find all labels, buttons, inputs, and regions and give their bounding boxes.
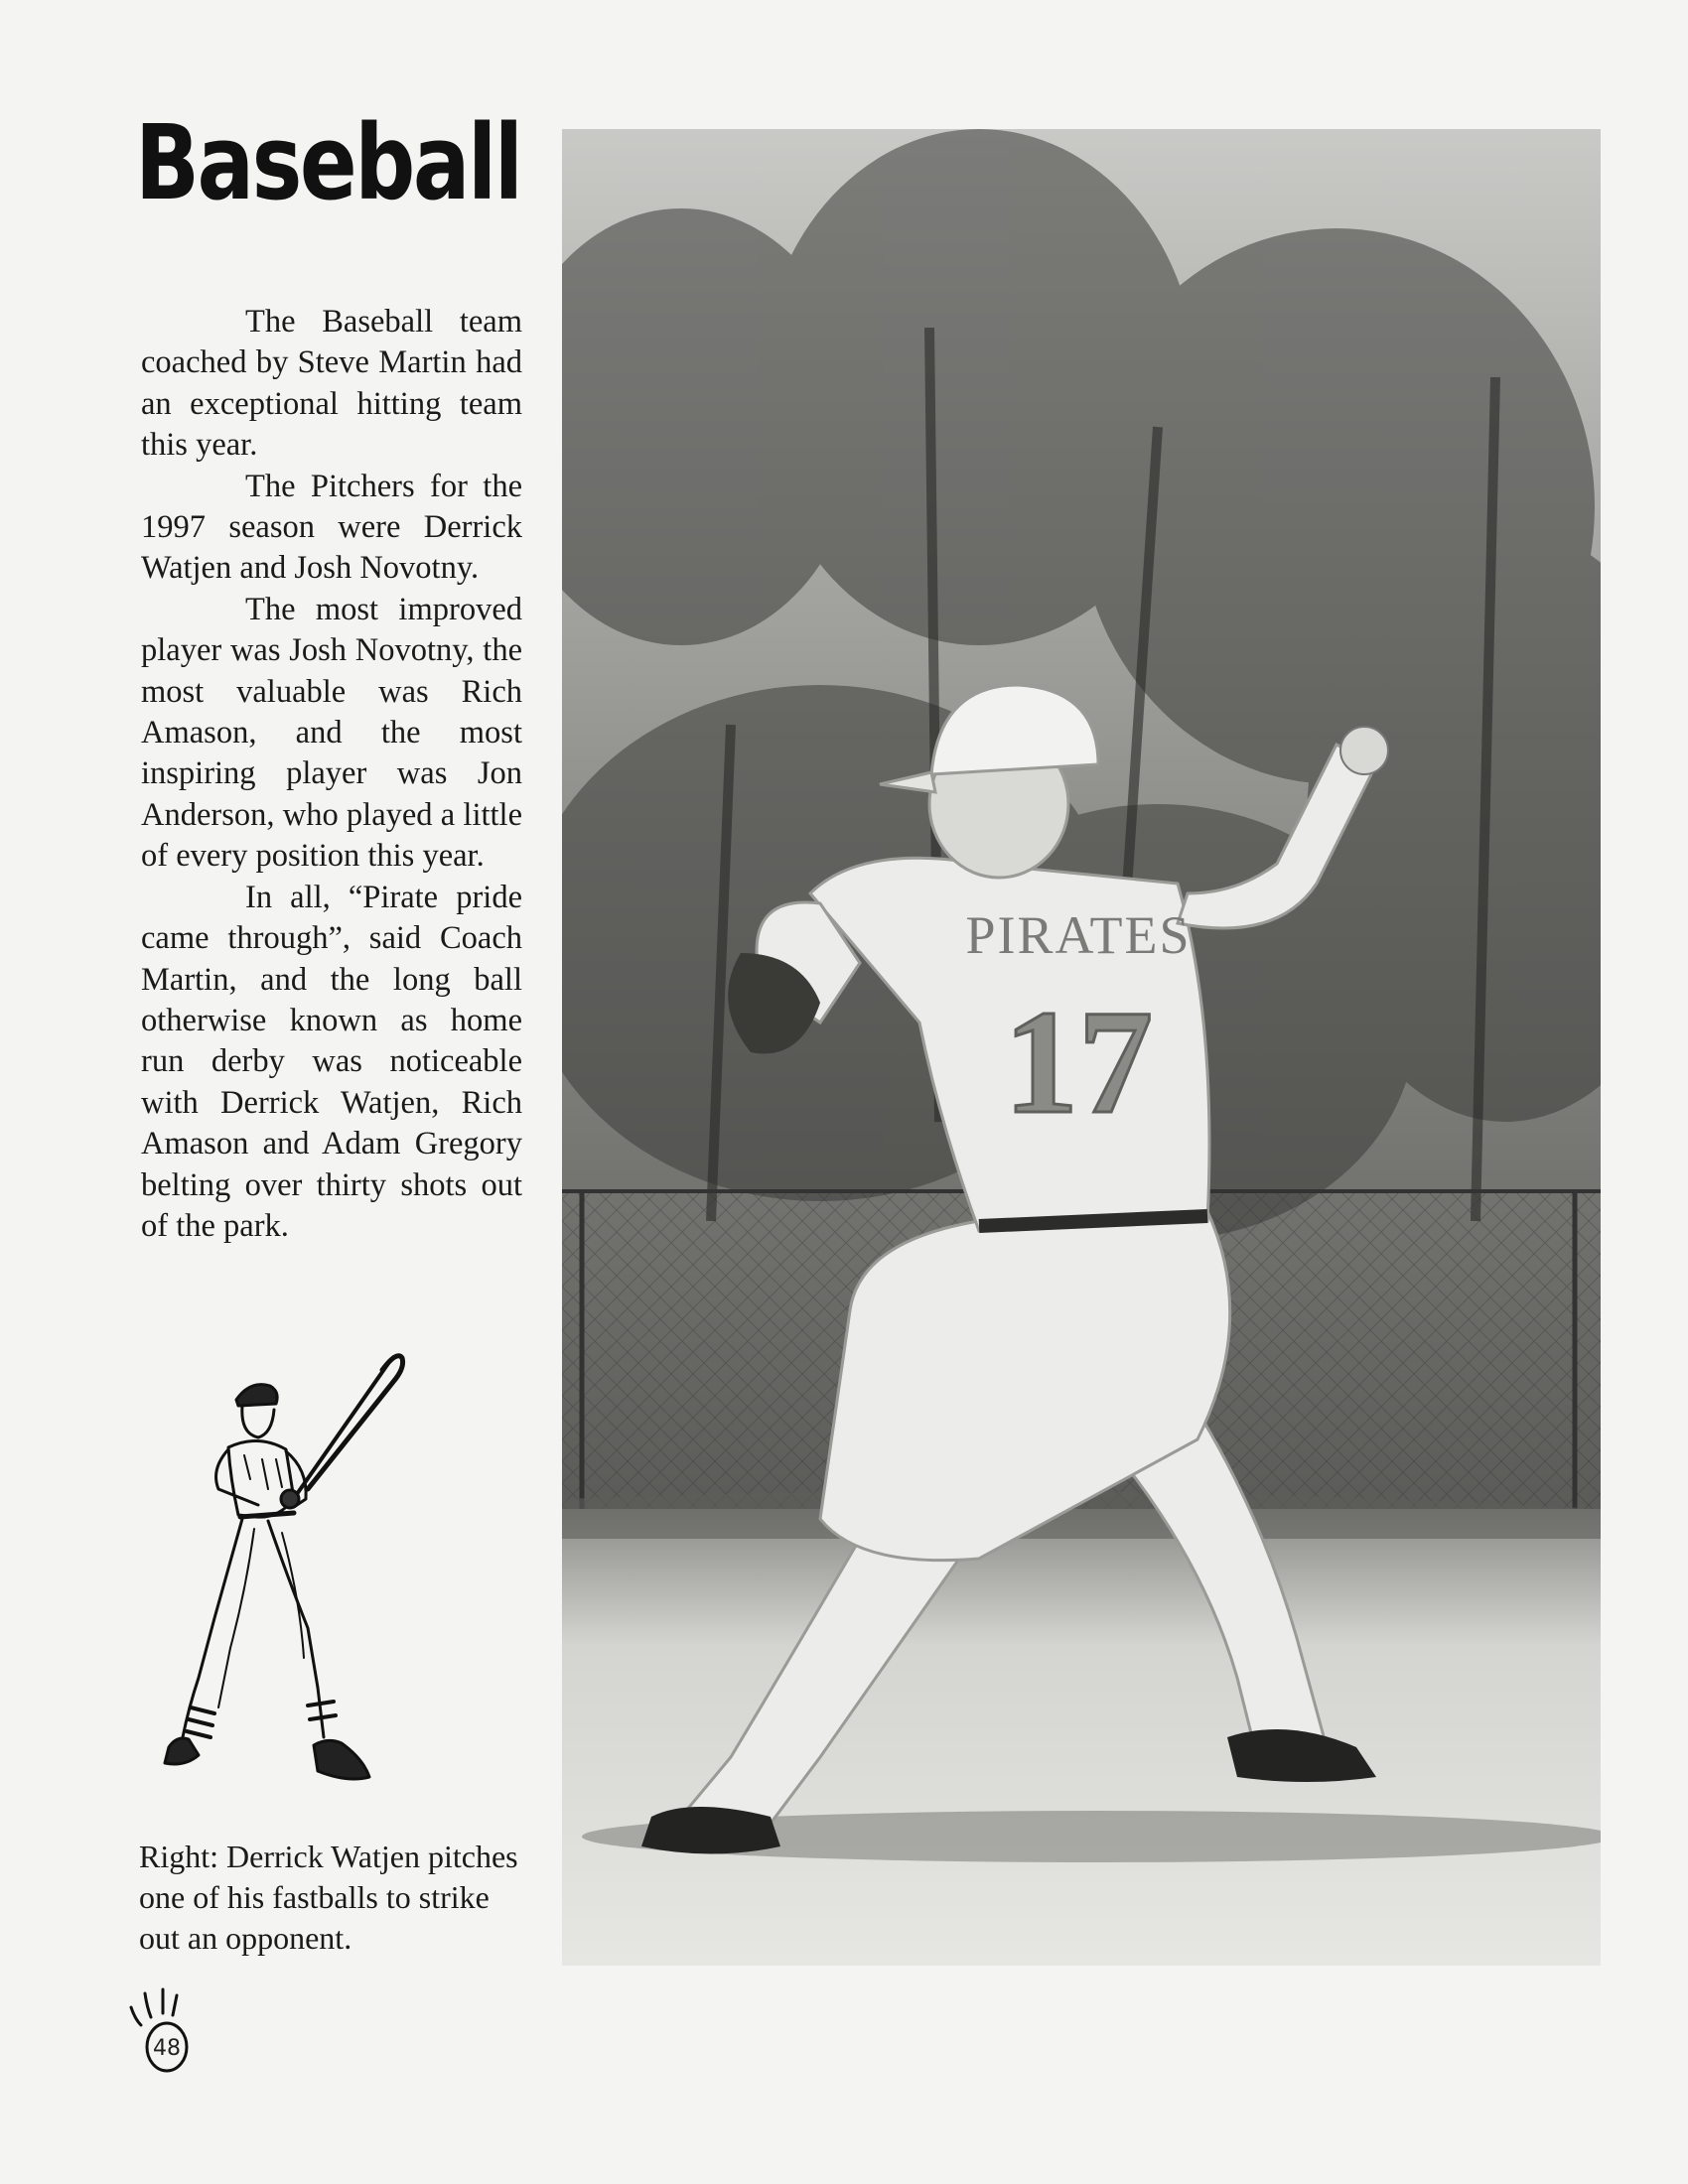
paragraph: The Pitchers for the 1997 season were Derrick Watjen and Josh Novotny.	[141, 468, 522, 587]
page-number: 48	[153, 2036, 181, 2061]
paragraph: In all, “Pirate pride came through”, said Coach Martin, and the long ball otherwise known as home run derby was noticeable with Derrick Watjen, Rich Amason and Adam Gregory belting over thirty shots out of the park.	[141, 879, 522, 1244]
photo-caption: Right: Derrick Watjen pitches one of his fastballs to strike out an opponent.	[139, 1839, 518, 1956]
article-body	[141, 302, 522, 1247]
page-number-badge	[119, 1985, 218, 2085]
paragraph: The most improved player was Josh Novotny, the most valuable was Rich Amason, and the most inspiring player was Jon Anderson, who played a little of every position this year.	[141, 591, 522, 875]
jersey-text: PIRATES	[965, 905, 1192, 965]
pitcher-photo	[562, 129, 1601, 1966]
paragraph: The Baseball team coached by Steve Martin had an exceptional hitting team this year.	[141, 304, 522, 464]
page-title: Baseball	[135, 102, 521, 223]
jersey-number: 17	[1004, 980, 1153, 1145]
batter-illustration	[159, 1330, 457, 1797]
